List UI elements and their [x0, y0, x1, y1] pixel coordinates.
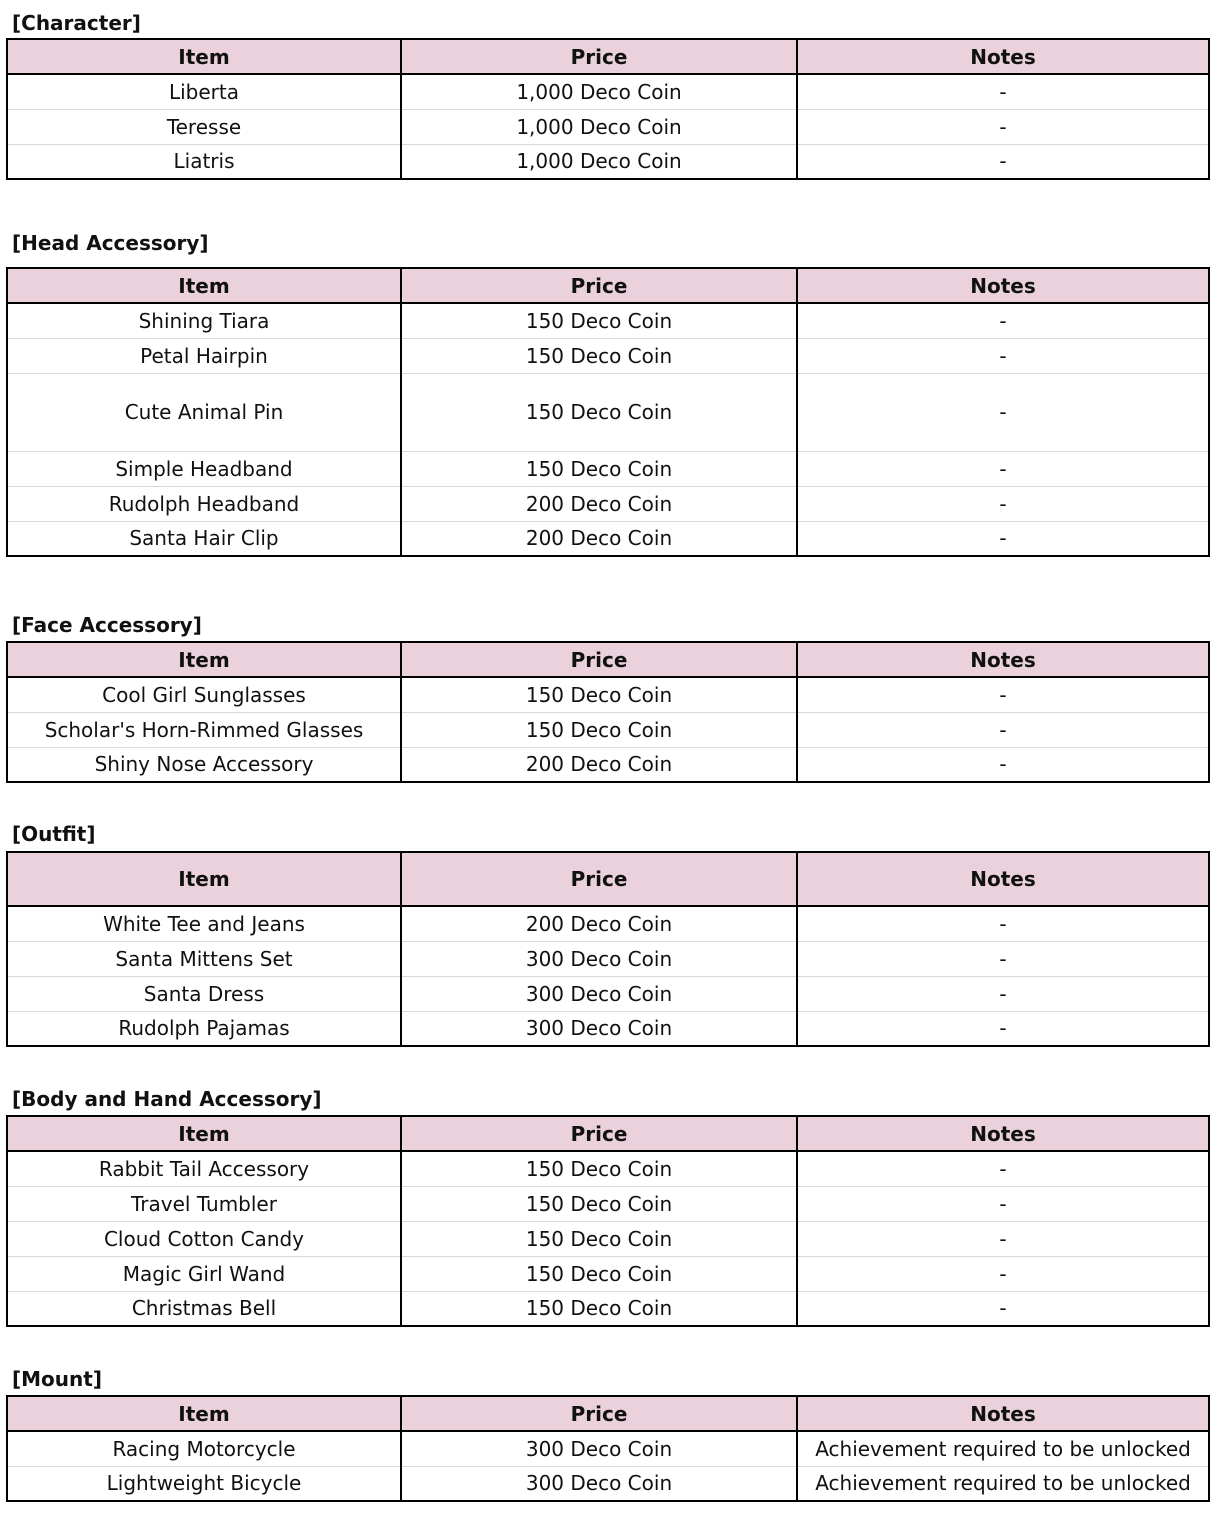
- notes-cell: -: [797, 1151, 1209, 1186]
- notes-cell: -: [797, 303, 1209, 338]
- notes-cell: -: [797, 338, 1209, 373]
- notes-cell: -: [797, 677, 1209, 712]
- item-cell: Lightweight Bicycle: [7, 1466, 401, 1501]
- item-cell: Santa Hair Clip: [7, 521, 401, 556]
- item-cell: Teresse: [7, 109, 401, 144]
- price-cell: 150 Deco Coin: [401, 303, 797, 338]
- column-header-price: Price: [401, 268, 797, 303]
- table-row: [7, 1186, 1209, 1221]
- price-cell: 150 Deco Coin: [401, 1151, 797, 1186]
- table-header-row: [7, 642, 1209, 677]
- price-cell: 200 Deco Coin: [401, 486, 797, 521]
- notes-cell: -: [797, 1256, 1209, 1291]
- price-cell: 300 Deco Coin: [401, 1466, 797, 1501]
- table-row: [7, 1431, 1209, 1466]
- section-title-face-accessory: [Face Accessory]: [12, 613, 202, 637]
- column-header-item: Item: [7, 642, 401, 677]
- price-cell: 200 Deco Coin: [401, 747, 797, 782]
- price-cell: 300 Deco Coin: [401, 976, 797, 1011]
- table-row: [7, 144, 1209, 179]
- table-row: [7, 74, 1209, 109]
- table-row: [7, 976, 1209, 1011]
- table-header-row: [7, 1396, 1209, 1431]
- column-header-notes: Notes: [797, 642, 1209, 677]
- column-header-notes: Notes: [797, 268, 1209, 303]
- price-cell: 150 Deco Coin: [401, 1186, 797, 1221]
- table-row: [7, 451, 1209, 486]
- table-row: [7, 1221, 1209, 1256]
- item-cell: Travel Tumbler: [7, 1186, 401, 1221]
- item-cell: Santa Mittens Set: [7, 941, 401, 976]
- column-header-notes: Notes: [797, 1396, 1209, 1431]
- item-cell: Liatris: [7, 144, 401, 179]
- notes-cell: Achievement required to be unlocked: [797, 1431, 1209, 1466]
- table-header-row: [7, 268, 1209, 303]
- column-header-price: Price: [401, 852, 797, 906]
- table-head-accessory: [6, 267, 1210, 557]
- price-cell: 200 Deco Coin: [401, 906, 797, 941]
- item-cell: Cool Girl Sunglasses: [7, 677, 401, 712]
- price-cell: 150 Deco Coin: [401, 677, 797, 712]
- column-header-price: Price: [401, 1396, 797, 1431]
- notes-cell: -: [797, 747, 1209, 782]
- table-row: [7, 521, 1209, 556]
- item-cell: Cloud Cotton Candy: [7, 1221, 401, 1256]
- table-row: [7, 338, 1209, 373]
- column-header-item: Item: [7, 852, 401, 906]
- table-row: [7, 1466, 1209, 1501]
- column-header-notes: Notes: [797, 1116, 1209, 1151]
- notes-cell: -: [797, 1221, 1209, 1256]
- column-header-price: Price: [401, 1116, 797, 1151]
- notes-cell: Achievement required to be unlocked: [797, 1466, 1209, 1501]
- table-row: [7, 1256, 1209, 1291]
- price-cell: 150 Deco Coin: [401, 712, 797, 747]
- notes-cell: -: [797, 109, 1209, 144]
- price-cell: 150 Deco Coin: [401, 373, 797, 451]
- item-cell: Liberta: [7, 74, 401, 109]
- table-row: [7, 677, 1209, 712]
- notes-cell: -: [797, 521, 1209, 556]
- column-header-price: Price: [401, 39, 797, 74]
- column-header-item: Item: [7, 1116, 401, 1151]
- item-cell: Shining Tiara: [7, 303, 401, 338]
- item-cell: White Tee and Jeans: [7, 906, 401, 941]
- column-header-notes: Notes: [797, 852, 1209, 906]
- table-row: [7, 712, 1209, 747]
- section-title-body-and-hand-accessory: [Body and Hand Accessory]: [12, 1087, 322, 1111]
- item-cell: Santa Dress: [7, 976, 401, 1011]
- price-cell: 150 Deco Coin: [401, 1291, 797, 1326]
- item-cell: Simple Headband: [7, 451, 401, 486]
- price-cell: 150 Deco Coin: [401, 1256, 797, 1291]
- table-body-and-hand-accessory: [6, 1115, 1210, 1327]
- price-cell: 1,000 Deco Coin: [401, 109, 797, 144]
- notes-cell: -: [797, 712, 1209, 747]
- table-outfit: [6, 851, 1210, 1047]
- table-row: [7, 906, 1209, 941]
- notes-cell: -: [797, 373, 1209, 451]
- column-header-item: Item: [7, 268, 401, 303]
- notes-cell: -: [797, 1186, 1209, 1221]
- table-row: [7, 1011, 1209, 1046]
- item-cell: Rudolph Pajamas: [7, 1011, 401, 1046]
- table-row: [7, 1291, 1209, 1326]
- section-title-head-accessory: [Head Accessory]: [12, 231, 209, 255]
- table-row: [7, 486, 1209, 521]
- table-row: [7, 109, 1209, 144]
- price-cell: 150 Deco Coin: [401, 338, 797, 373]
- column-header-notes: Notes: [797, 39, 1209, 74]
- price-cell: 200 Deco Coin: [401, 521, 797, 556]
- price-cell: 300 Deco Coin: [401, 1431, 797, 1466]
- column-header-price: Price: [401, 642, 797, 677]
- notes-cell: -: [797, 451, 1209, 486]
- price-cell: 150 Deco Coin: [401, 451, 797, 486]
- price-cell: 300 Deco Coin: [401, 1011, 797, 1046]
- item-cell: Cute Animal Pin: [7, 373, 401, 451]
- price-cell: 150 Deco Coin: [401, 1221, 797, 1256]
- table-row: [7, 941, 1209, 976]
- table-row: [7, 747, 1209, 782]
- item-cell: Petal Hairpin: [7, 338, 401, 373]
- notes-cell: -: [797, 976, 1209, 1011]
- notes-cell: -: [797, 1291, 1209, 1326]
- item-cell: Racing Motorcycle: [7, 1431, 401, 1466]
- column-header-item: Item: [7, 1396, 401, 1431]
- table-face-accessory: [6, 641, 1210, 783]
- notes-cell: -: [797, 1011, 1209, 1046]
- item-cell: Rabbit Tail Accessory: [7, 1151, 401, 1186]
- item-cell: Christmas Bell: [7, 1291, 401, 1326]
- price-cell: 1,000 Deco Coin: [401, 74, 797, 109]
- table-row: [7, 1151, 1209, 1186]
- table-header-row: [7, 39, 1209, 74]
- section-title-character: [Character]: [12, 11, 141, 35]
- table-mount: [6, 1395, 1210, 1502]
- section-title-mount: [Mount]: [12, 1367, 102, 1391]
- notes-cell: -: [797, 74, 1209, 109]
- item-cell: Magic Girl Wand: [7, 1256, 401, 1291]
- notes-cell: -: [797, 144, 1209, 179]
- section-title-outfit: [Outfit]: [12, 822, 96, 846]
- item-cell: Shiny Nose Accessory: [7, 747, 401, 782]
- column-header-item: Item: [7, 39, 401, 74]
- table-character: [6, 38, 1210, 180]
- table-row: [7, 303, 1209, 338]
- price-cell: 1,000 Deco Coin: [401, 144, 797, 179]
- notes-cell: -: [797, 941, 1209, 976]
- table-header-row: [7, 1116, 1209, 1151]
- item-cell: Scholar's Horn-Rimmed Glasses: [7, 712, 401, 747]
- table-row: [7, 373, 1209, 451]
- table-header-row: [7, 852, 1209, 906]
- notes-cell: -: [797, 906, 1209, 941]
- price-cell: 300 Deco Coin: [401, 941, 797, 976]
- notes-cell: -: [797, 486, 1209, 521]
- item-cell: Rudolph Headband: [7, 486, 401, 521]
